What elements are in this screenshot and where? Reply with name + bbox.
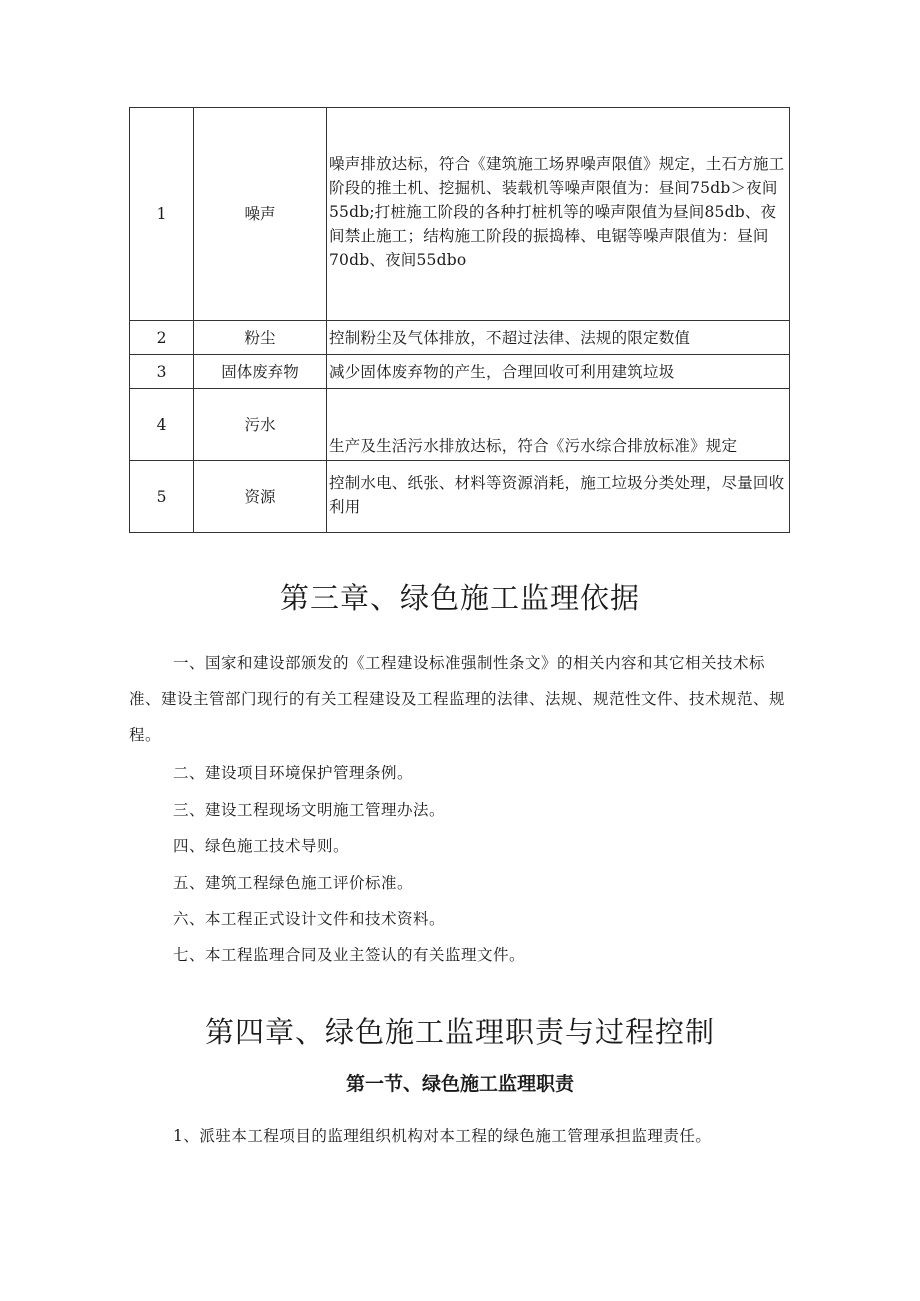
table-row xyxy=(130,321,790,355)
row-description: 生产及生活污水排放达标，符合《污水综合排放标准》规定 xyxy=(327,389,790,461)
row-number: 3 xyxy=(130,355,194,389)
basis-item-5: 五、建筑工程绿色施工评价标准。 xyxy=(173,874,414,892)
row-description: 减少固体废弃物的产生，合理回收可利用建筑垃圾 xyxy=(327,355,790,389)
pollution-control-table xyxy=(129,107,790,533)
row-item-name: 资源 xyxy=(194,461,327,533)
section1-title: 第一节、绿色施工监理职责 xyxy=(345,1073,574,1095)
basis-item-3: 三、建设工程现场文明施工管理办法。 xyxy=(173,801,446,819)
table-row xyxy=(130,355,790,389)
table-row xyxy=(130,108,790,321)
row-item-name: 污水 xyxy=(194,389,327,461)
basis-item-2: 二、建设项目环境保护管理条例。 xyxy=(173,764,414,782)
duty-item-1: 1、派驻本工程项目的监理组织机构对本工程的绿色施工管理承担监理责任。 xyxy=(173,1127,712,1145)
row-number: 4 xyxy=(130,389,194,461)
row-description: 控制粉尘及气体排放，不超过法律、法规的限定数值 xyxy=(327,321,790,355)
row-number: 5 xyxy=(130,461,194,533)
chapter4-title: 第四章、绿色施工监理职责与过程控制 xyxy=(204,1015,715,1049)
row-description: 噪声排放达标，符合《建筑施工场界噪声限值》规定，土石方施工阶段的推土机、挖掘机、装载机等噪声限值为：昼间75db＞夜间55db;打桩施工阶段的各种打桩机等的噪声限值为昼间85db、夜间禁止施工；结构施工阶段的振捣棒、电锯等噪声限值为：昼间70db、夜间55dbo xyxy=(327,108,790,321)
basis-item-1: 一、国家和建设部颁发的《工程建设标准强制性条文》的相关内容和其它相关技术标准、建设主管部门现行的有关工程建设及工程监理的法律、法规、规范性文件、技术规范、规程。 xyxy=(129,654,786,744)
basis-item-6: 六、本工程正式设计文件和技术资料。 xyxy=(173,910,446,928)
row-number: 2 xyxy=(130,321,194,355)
table-row xyxy=(130,461,790,533)
row-number: 1 xyxy=(130,108,194,321)
basis-item-4: 四、绿色施工技术导则。 xyxy=(173,837,350,855)
table-row xyxy=(130,389,790,461)
row-description: 控制水电、纸张、材料等资源消耗，施工垃圾分类处理，尽量回收利用 xyxy=(327,461,790,533)
row-item-name: 固体废弃物 xyxy=(194,355,327,389)
chapter3-title: 第三章、绿色施工监理依据 xyxy=(279,581,640,615)
row-item-name: 粉尘 xyxy=(194,321,327,355)
row-item-name: 噪声 xyxy=(194,108,327,321)
basis-item-7: 七、本工程监理合同及业主签认的有关监理文件。 xyxy=(173,946,526,964)
